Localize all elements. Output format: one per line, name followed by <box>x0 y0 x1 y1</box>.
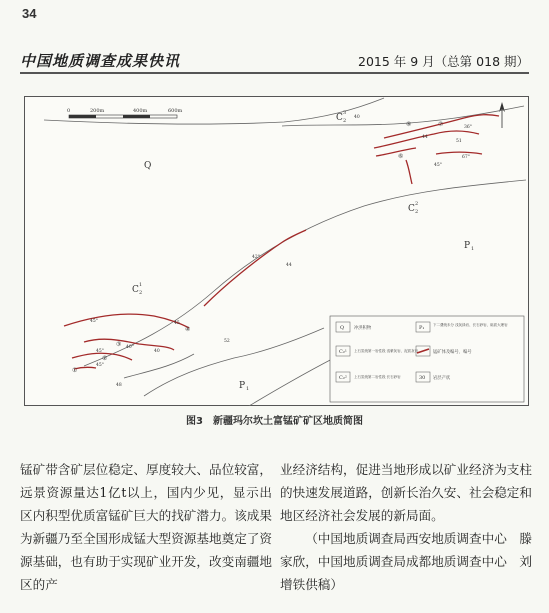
legend-text: 上石炭统第一岩性段 浅紫灰岩、泥质灰岩 <box>354 349 419 353</box>
legend-text: 锰矿体及编号、编号 <box>433 350 472 355</box>
legend-symbol: C₂² <box>339 375 347 381</box>
attitude-label: 45° <box>96 349 104 354</box>
unit-label-q: Q <box>144 161 152 171</box>
attitude-label: 40 <box>354 115 360 120</box>
unit-label-c2-1-sub: 2 <box>139 290 143 296</box>
body-paragraph: 锰矿带含矿层位稳定、厚度较大、品位较富，远景资源量达1亿t以上，国内少见，显示出区内积型优质富锰矿巨大的找矿潜力。该成果为新疆乃至全国形成锰大型资源基地奠定了资源基础，也有助于实现矿业开发，改变南疆地区的产 <box>20 462 272 592</box>
geologic-map <box>24 96 529 406</box>
attitude-label: 40° <box>126 345 134 350</box>
unit-label-c2-2-sub: 2 <box>415 209 419 215</box>
scale-label: 200m <box>90 108 105 114</box>
attitude-label: 45° <box>90 319 98 324</box>
legend-symbol: C₂¹ <box>339 349 347 355</box>
figure-caption: 图3 新疆玛尔坎土富锰矿矿区地质简图 <box>186 416 363 427</box>
attitude-label: 44 <box>422 135 428 140</box>
scale-label: 400m <box>133 108 148 114</box>
ore-body-number: ① <box>72 367 78 374</box>
attitude-label: 44 <box>286 263 292 268</box>
attitude-label: 52 <box>224 339 230 344</box>
ore-body-number: ⑧ <box>406 121 412 128</box>
attitude-label: 45 <box>174 321 180 326</box>
attitude-label: 40 <box>154 349 160 354</box>
issue-info: 2015 年 9 月（总第 018 期） <box>358 54 529 69</box>
body-paragraph: 业经济结构，促进当地形成以矿业经济为支柱的快速发展道路，创新长治久安、社会稳定和地区经济社会发展的新局面。 <box>280 462 532 523</box>
attitude-label: 36° <box>464 125 472 130</box>
attitude-label: 42° <box>252 255 260 260</box>
unit-label-p1-sub: 1 <box>246 386 250 392</box>
legend-text: 上石炭统第二岩性段 长石砂岩 <box>354 375 401 379</box>
ore-body-number: ③ <box>116 341 122 348</box>
scale-label: 0 <box>67 108 71 114</box>
page-number: 34 <box>22 6 37 21</box>
unit-label-c2-3-sub: 2 <box>343 118 347 124</box>
geologic-map-figure <box>24 96 529 406</box>
unit-label-p1: P <box>464 241 471 251</box>
scale-label: 600m <box>168 108 183 114</box>
legend-symbol: P₁ <box>419 325 425 331</box>
legend-text: 冲洪积物 <box>354 326 372 331</box>
legend-text: 岩层产状 <box>433 376 451 381</box>
body-column-left <box>20 458 272 596</box>
author-credit: （中国地质调查局西安地质调查中心 滕家欣，中国地质调查局成都地质调查中心 刘增铁供稿） <box>280 531 532 592</box>
unit-label-c2-3: C <box>336 113 343 123</box>
unit-label-c2-2-sup: 2 <box>415 201 419 207</box>
body-column-right <box>280 458 532 596</box>
journal-title: 中国地质调查成果快讯 <box>20 52 181 70</box>
unit-label-p1: P <box>239 381 246 391</box>
ore-body-number: ② <box>102 355 108 362</box>
legend-text: 下二叠统未分 浅灰绿岩、长石砂岩、砾质大理岩 <box>433 323 508 327</box>
attitude-label: 45° <box>434 163 442 168</box>
ore-body-number: ④ <box>185 326 191 333</box>
unit-label-c2-1: C <box>132 285 139 295</box>
ore-body-number: ⑥ <box>398 153 404 160</box>
attitude-label: 45° <box>96 363 104 368</box>
unit-label-c2-1-sup: 1 <box>139 282 143 288</box>
attitude-label: 48 <box>116 383 122 388</box>
attitude-label: 51 <box>456 139 462 144</box>
legend-symbol: 30 <box>419 375 426 381</box>
unit-label-c2-2: C <box>408 204 415 214</box>
map-legend <box>330 316 524 402</box>
unit-label-c2-3-sup: 3 <box>343 110 347 116</box>
attitude-label: 67° <box>462 155 470 160</box>
unit-label-p1-sub: 1 <box>471 246 475 252</box>
page-header <box>20 50 529 74</box>
ore-body-number: ⑦ <box>438 121 444 128</box>
legend-symbol: Q <box>340 325 345 331</box>
